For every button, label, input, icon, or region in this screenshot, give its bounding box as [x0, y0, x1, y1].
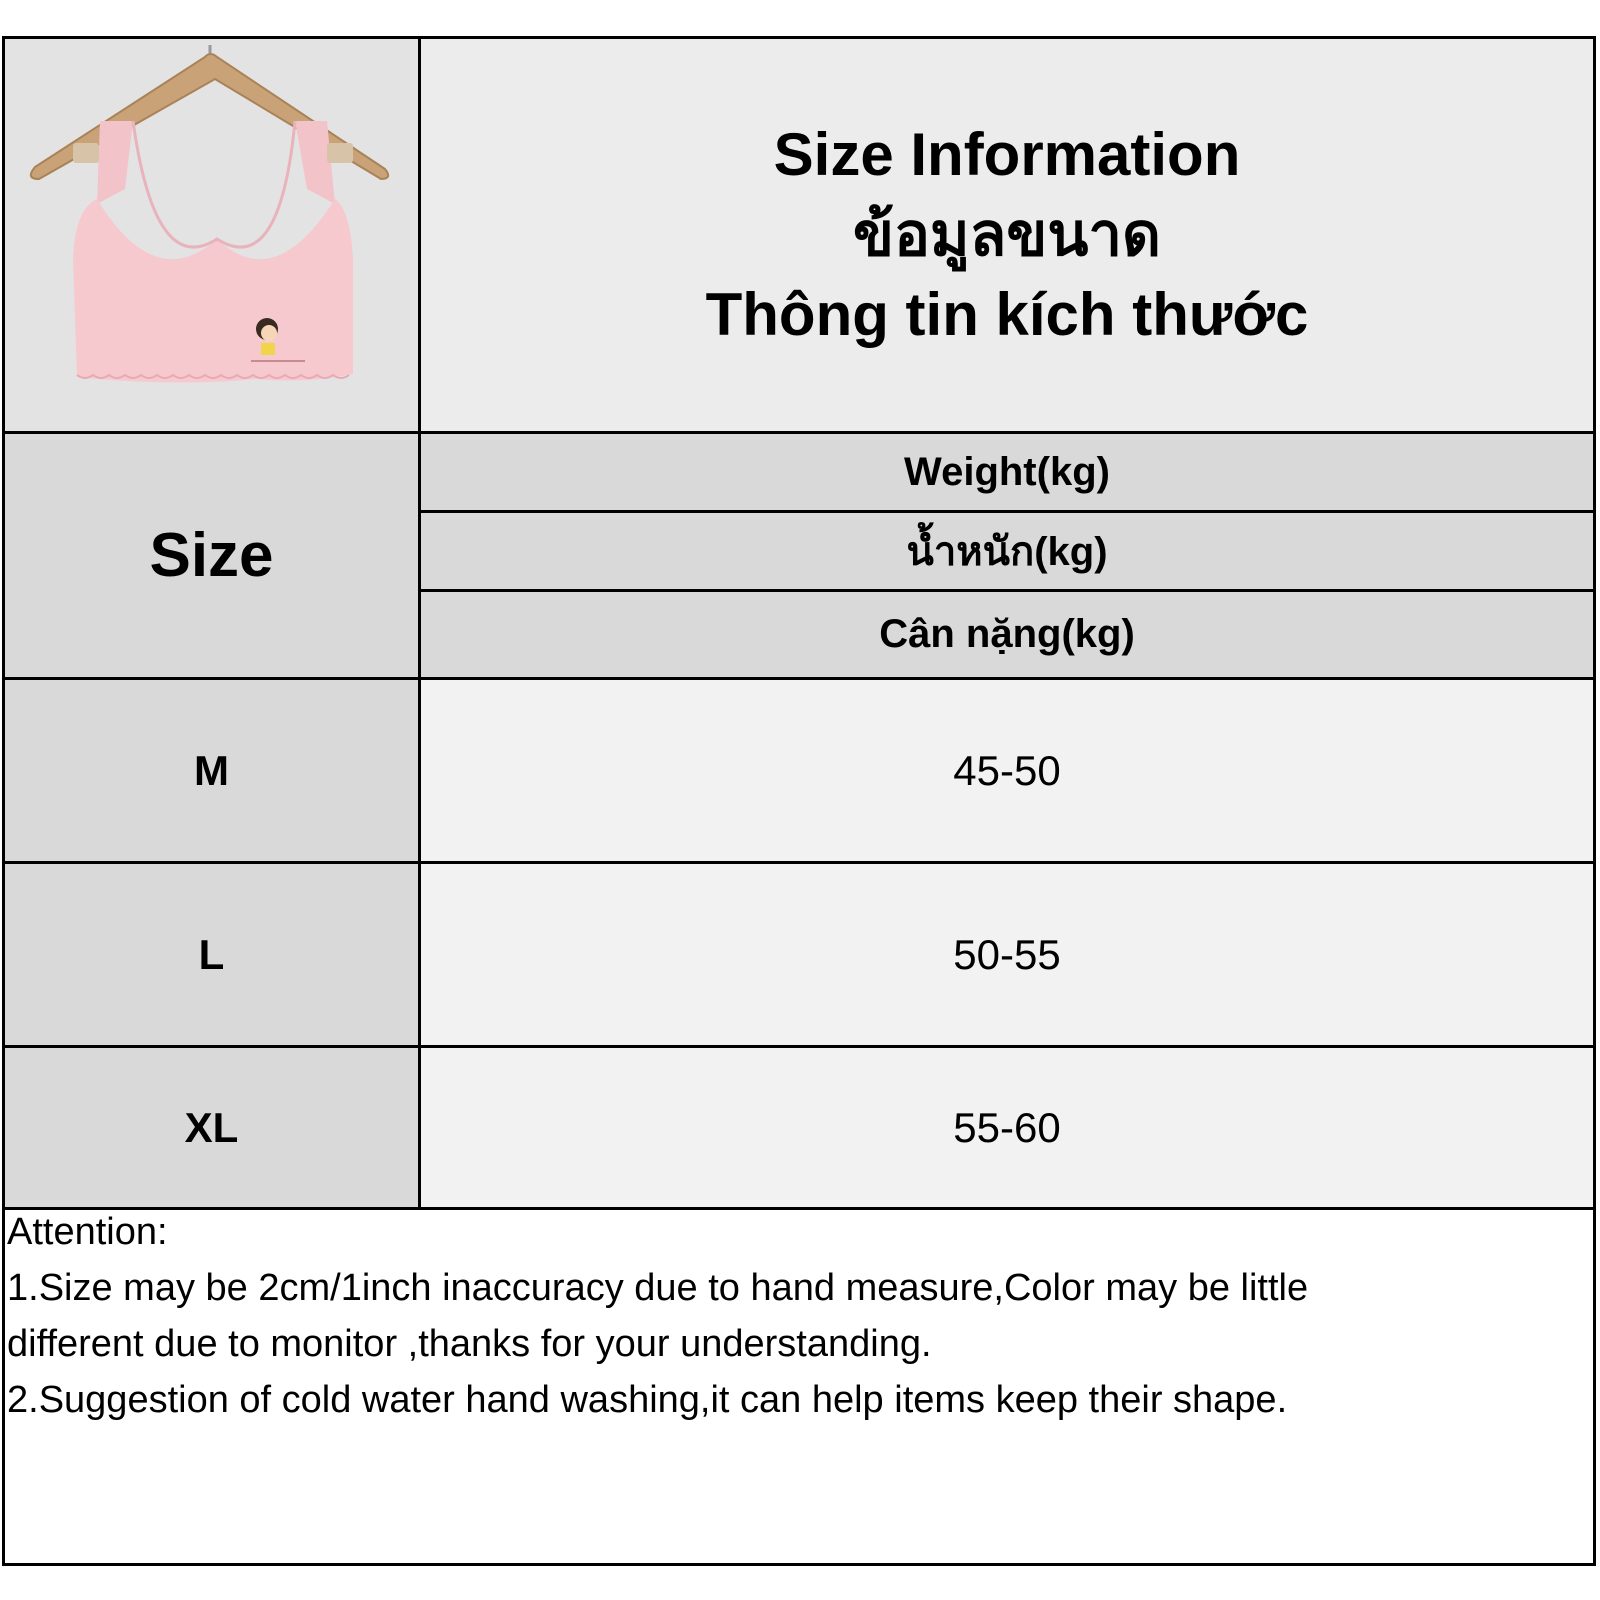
notes-line-3: 2.Suggestion of cold water hand washing,it can help items keep their shape. [7, 1379, 1288, 1421]
table-row-size: XL [5, 1048, 418, 1207]
table-row-size: L [5, 864, 418, 1045]
title-english: Size Information [773, 121, 1241, 188]
notes-line-2: different due to monitor ,thanks for your understanding. [7, 1323, 932, 1365]
title-thai: ข้อมูลขนาด [852, 201, 1162, 268]
weight-header-thai: น้ำหนัก(kg) [421, 513, 1593, 589]
table-row-size: M [5, 680, 418, 861]
table-row-weight: 45-50 [421, 680, 1593, 861]
table-row-weight: 50-55 [421, 864, 1593, 1045]
weight-header-english: Weight(kg) [421, 434, 1593, 510]
title-vietnamese: Thông tin kích thước [705, 281, 1309, 348]
crop-top-garment [73, 199, 353, 383]
title-block [421, 39, 1593, 431]
weight-header-vietnamese: Cân nặng(kg) [421, 592, 1593, 677]
product-image-cell [5, 39, 418, 431]
table-row-weight: 55-60 [421, 1048, 1593, 1207]
attention-notes [7, 1204, 1567, 1428]
size-column-header: Size [5, 434, 418, 677]
notes-heading: Attention: [7, 1211, 168, 1253]
notes-line-1: 1.Size may be 2cm/1inch inaccuracy due to hand measure,Color may be little [7, 1267, 1309, 1309]
crop-top-image [5, 39, 418, 431]
